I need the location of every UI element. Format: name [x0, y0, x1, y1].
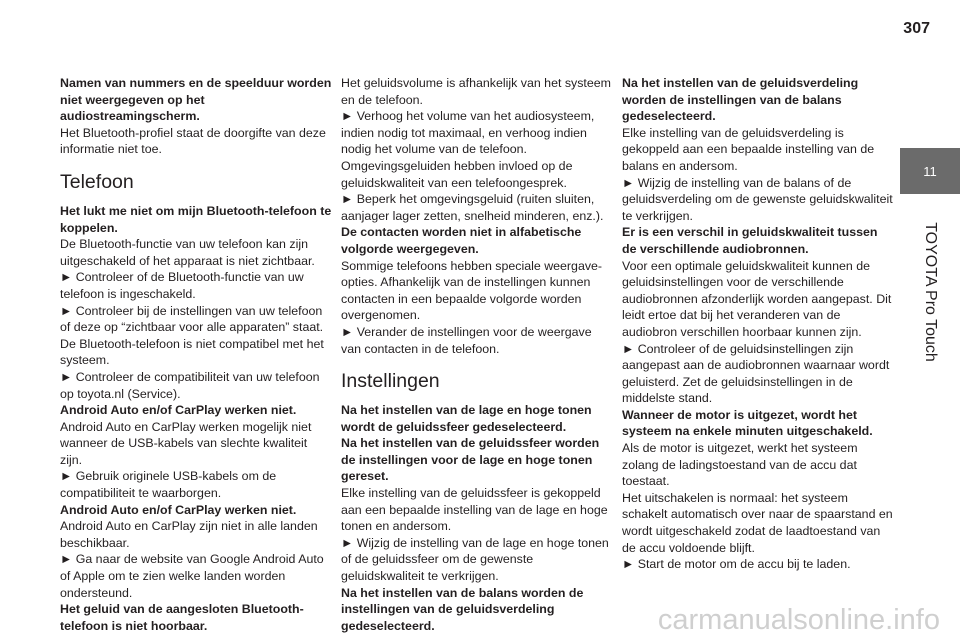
chapter-title-text: TOYOTA Pro Touch	[922, 222, 939, 362]
instruction-step: ► Controleer of de Bluetooth-functie van uw telefoon is ingeschakeld.	[60, 270, 304, 301]
body-paragraph: Omgevingsgeluiden hebben invloed op de geluidskwaliteit van een telefoongesprek.	[341, 158, 573, 190]
section-heading: Telefoon	[60, 170, 134, 193]
page-number: 307	[903, 20, 930, 37]
body-paragraph: Android Auto en CarPlay werken mogelijk niet wanneer de USB-kabels van slechte kwaliteit zijn.	[60, 419, 312, 467]
body-paragraph: Elke instelling van de geluidssfeer is gekoppeld aan een bepaalde instelling van de lage en hoge tonen en andersom.	[341, 486, 608, 534]
instruction-step: ► Wijzig de instelling van de lage en hoge tonen of de geluidssfeer om de gewenste geluidskwaliteit te verkrijgen.	[341, 535, 609, 584]
question-heading: Er is een verschil in geluidskwaliteit tussen de verschillende audiobronnen.	[622, 225, 878, 256]
question-heading: Het lukt me niet om mijn Bluetooth-telefoon te koppelen.	[60, 203, 332, 235]
instruction-step: ► Gebruik originele USB-kabels om de compatibiliteit te waarborgen.	[60, 469, 277, 501]
question-heading: Na het instellen van de geluidsverdeling worden de instellingen van de balans gedeselecteerd.	[622, 76, 859, 124]
body-paragraph: Het Bluetooth-profiel staat de doorgifte van deze informatie niet toe.	[60, 125, 326, 157]
body-paragraph: Sommige telefoons hebben speciale weergave-opties. Afhankelijk van de instellingen kunnen contacten in een bepaalde volgorde worden overgenomen.	[341, 258, 603, 323]
body-paragraph: Elke instelling van de geluidsverdeling is gekoppeld aan een bepaalde instelling van de balans en andersom.	[622, 125, 875, 173]
question-heading: De contacten worden niet in alfabetische volgorde weergegeven.	[341, 225, 582, 256]
question-heading: Namen van nummers en de speelduur worden niet weergegeven op het audiostreamingscherm.	[60, 76, 332, 124]
question-heading: Wanneer de motor is uitgezet, wordt het systeem na enkele minuten uitgeschakeld.	[622, 407, 873, 439]
watermark: carmanualsonline.info	[657, 604, 940, 636]
chapter-tab: 11	[900, 148, 960, 194]
body-paragraph: Het uitschakelen is normaal: het systeem schakelt automatisch over naar de spaarstand en wordt uitgeschakeld zodat de laadtoestand van de accu voldoende blijft.	[622, 490, 893, 555]
question-heading: Na het instellen van de lage en hoge tonen wordt de geluidssfeer gedeselecteerd.	[341, 403, 592, 434]
instruction-step: ► Controleer de compatibiliteit van uw telefoon op toyota.nl (Service).	[60, 369, 320, 401]
body-paragraph: De Bluetooth-telefoon is niet compatibel met het systeem.	[60, 336, 324, 368]
instruction-step: ► Verander de instellingen voor de weergave van contacten in de telefoon.	[341, 324, 592, 356]
text-column-2	[341, 75, 613, 634]
question-heading: Na het instellen van de geluidssfeer worden de instellingen voor de lage en hoge tonen gereset.	[341, 436, 600, 484]
question-heading: Na het instellen van de balans worden de instellingen van de geluidsverdeling gedeselecteerd.	[341, 585, 584, 633]
instruction-step: ► Controleer bij de instellingen van uw telefoon of deze op “zichtbaar voor alle apparaten” staat.	[60, 303, 324, 335]
instruction-step: ► Wijzig de instelling van de balans of de geluidsverdeling om de gewenste geluidskwaliteit te verkrijgen.	[622, 175, 893, 223]
chapter-title	[900, 212, 960, 372]
body-paragraph: Voor een optimale geluidskwaliteit kunnen de geluidsinstellingen voor de verschillende audiobronnen afzonderlijk worden aangepast. Dit leidt ertoe dat bij het veranderen van de audiobron verschillen hoorbaar kunnen zijn.	[622, 258, 892, 339]
instruction-step: ► Ga naar de website van Google Android Auto of Apple om te zien welke landen worden ondersteund.	[60, 552, 324, 600]
section-heading: Instellingen	[341, 370, 440, 393]
text-column-1	[60, 75, 332, 634]
body-paragraph: De Bluetooth-functie van uw telefoon kan zijn uitgeschakeld of het apparaat is niet zichtbaar.	[60, 237, 315, 268]
text-column-3	[622, 75, 894, 573]
question-heading: Android Auto en/of CarPlay werken niet.	[60, 502, 297, 517]
instruction-step: ► Controleer of de geluidsinstellingen zijn aangepast aan de audiobronnen waarnaar wordt geluisterd. Zet de geluidsinstellingen in de middelste stand.	[622, 341, 890, 406]
question-heading: Het geluid van de aangesloten Bluetooth-telefoon is niet hoorbaar.	[60, 602, 304, 633]
instruction-step: ► Beperk het omgevingsgeluid (ruiten sluiten, aanjager lager zetten, snelheid minderen, enz.).	[341, 192, 604, 223]
instruction-step: ► Start de motor om de accu bij te laden.	[622, 557, 851, 572]
body-paragraph: Het geluidsvolume is afhankelijk van het systeem en de telefoon.	[341, 76, 611, 107]
instruction-step: ► Verhoog het volume van het audiosysteem, indien nodig tot maximaal, en verhoog indien nodig het volume van de telefoon.	[341, 109, 595, 157]
question-heading: Android Auto en/of CarPlay werken niet.	[60, 403, 297, 418]
body-paragraph: Als de motor is uitgezet, werkt het systeem zolang de ladingstoestand van de accu dat toestaat.	[622, 441, 858, 489]
body-paragraph: Android Auto en CarPlay zijn niet in alle landen beschikbaar.	[60, 519, 318, 550]
